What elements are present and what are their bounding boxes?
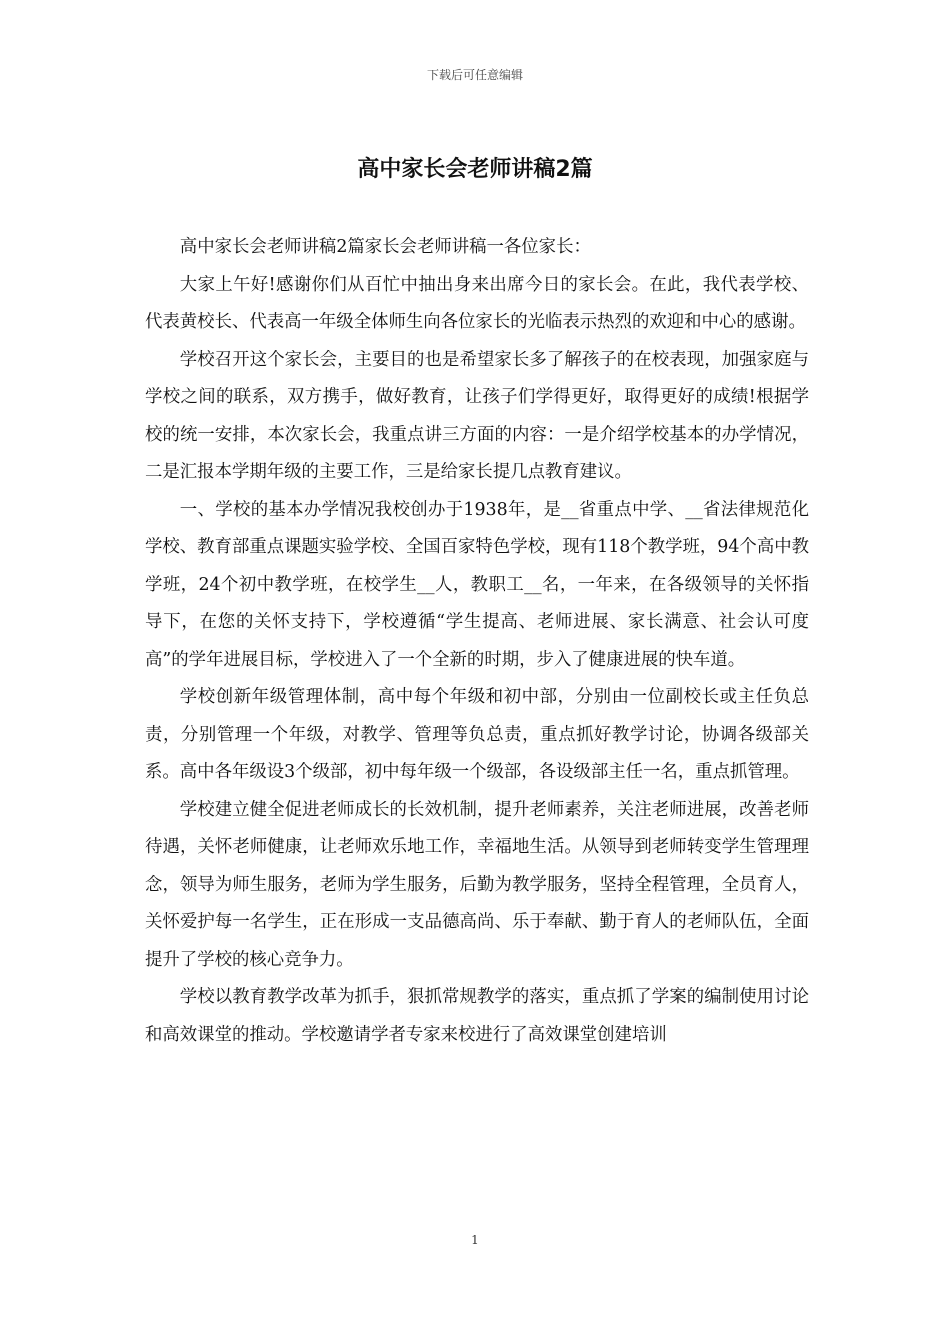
paragraph-reform: 学校以教育教学改革为抓手，狠抓常规教学的落实，重点抓了学案的编制使用讨论和高效课堂的推动。学校邀请学者专家来校进行了高效课堂创建培训 xyxy=(145,987,809,1045)
paragraph-greeting: 大家上午好!感谢你们从百忙中抽出身来出席今日的家长会。在此，我代表学校、代表黄校长、代表高一年级全体师生向各位家长的光临表示热烈的欢迎和中心的感谢。 xyxy=(145,274,809,332)
document-body xyxy=(145,229,809,1054)
page-header-note: 下载后可任意编辑 xyxy=(426,68,523,82)
paragraph-purpose: 学校召开这个家长会，主要目的也是希望家长多了解孩子的在校表现，加强家庭与学校之间的联系，双方携手，做好教育，让孩子们学得更好，取得更好的成绩!根据学校的统一安排，本次家长会，我重点讲三方面的内容：一是介绍学校基本的办学情况，二是汇报本学期年级的主要工作，三是给家长提几点教育建议。 xyxy=(145,349,809,482)
paragraph-intro: 高中家长会老师讲稿2篇家长会老师讲稿一各位家长： xyxy=(179,237,591,257)
page-number: 1 xyxy=(471,1233,479,1247)
paragraph-management: 学校创新年级管理体制，高中每个年级和初中部，分别由一位副校长或主任负总责，分别管理一个年级，对教学、管理等负总责，重点抓好教学讨论，协调各级部关系。高中各年级设3个级部，初中每年级一个级部，各设级部主任一名，重点抓管理。 xyxy=(145,687,809,782)
paragraph-teachers: 学校建立健全促进老师成长的长效机制，提升老师素养，关注老师进展，改善老师待遇，关怀老师健康，让老师欢乐地工作，幸福地生活。从领导到老师转变学生管理理念，领导为师生服务，老师为学生服务，后勤为教学服务，坚持全程管理，全员育人，关怀爱护每一名学生，正在形成一支品德高尚、乐于奉献、勤于育人的老师队伍，全面提升了学校的核心竞争力。 xyxy=(145,799,809,970)
paragraph-school-overview: 一、学校的基本办学情况我校创办于1938年，是__省重点中学、__省法律规范化学校、教育部重点课题实验学校、全国百家特色学校，现有118个教学班，94个高中教学班，24个初中教学班，在校学生__人，教职工__名，一年来，在各级领导的关怀指导下，在您的关怀支持下，学校遵循“学生提高、老师进展、家长满意、社会认可度高”的学年进展目标，学校进入了一个全新的时期，步入了健康进展的快车道。 xyxy=(145,499,809,670)
document-title: 高中家长会老师讲稿2篇 xyxy=(357,157,593,182)
